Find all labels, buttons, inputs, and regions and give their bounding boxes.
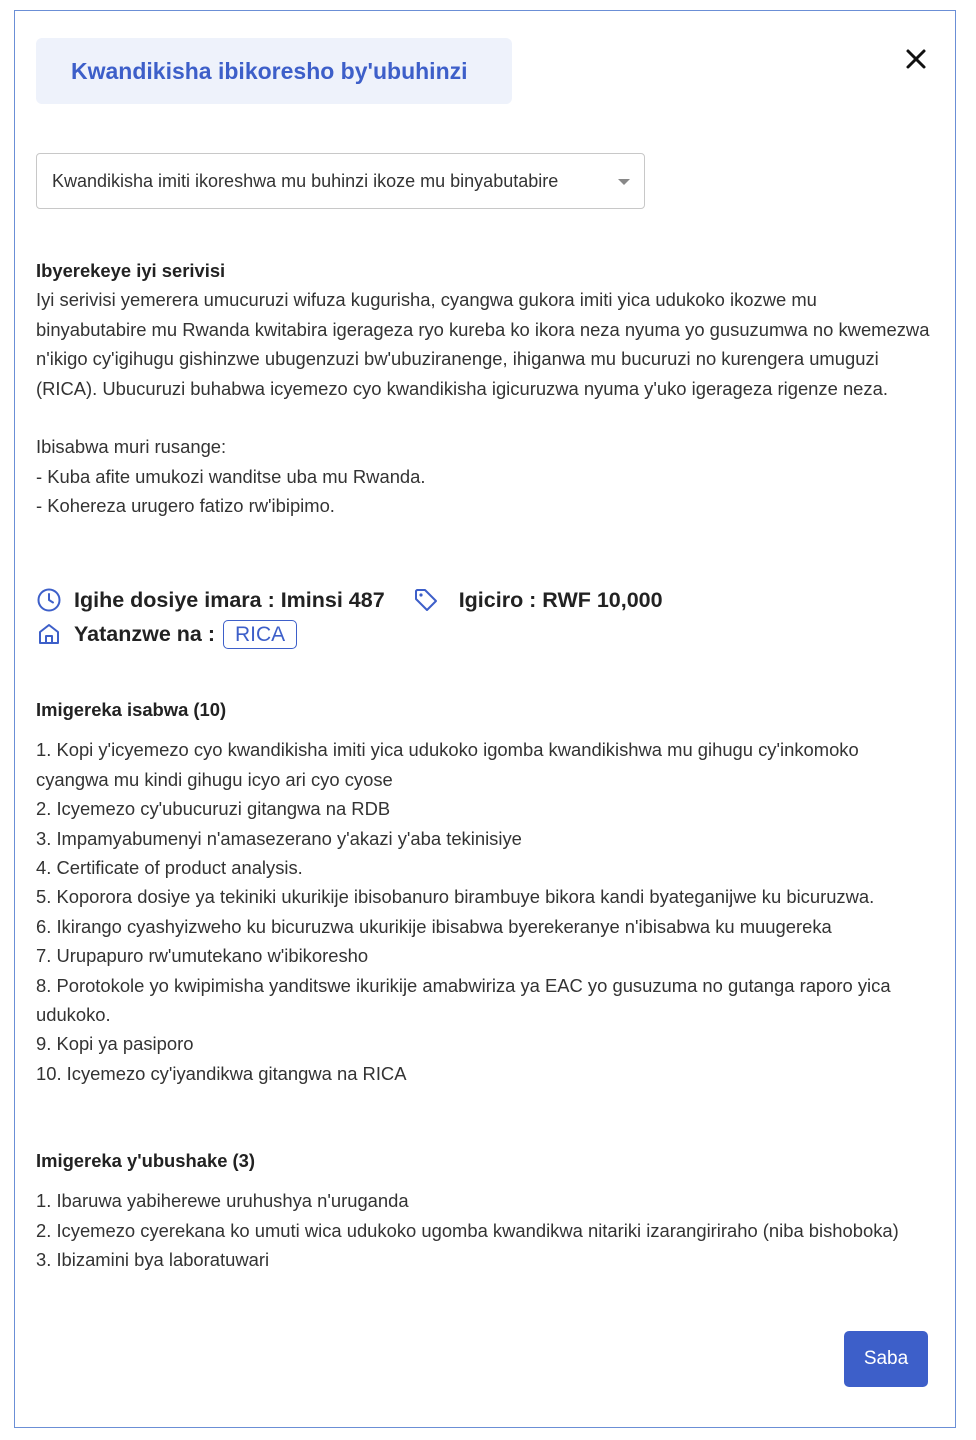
optional-documents (36, 1146, 931, 1275)
required-documents-list (36, 735, 931, 1088)
required-documents (36, 695, 931, 1088)
service-select[interactable] (36, 153, 645, 209)
close-icon (901, 44, 931, 74)
service-meta (36, 583, 931, 651)
optional-documents-heading: Imigereka y'ubushake (3) (36, 1150, 256, 1171)
list-item: 4. Certificate of product analysis. (36, 857, 303, 879)
service-description (36, 256, 931, 521)
list-item: 1. Kopi y'icyemezo cyo kwandikisha imiti yica udukoko igomba kwandikishwa mu gihugu cy'inkomoko cyangwa mu kindi gihugu icyo ari cyo cyose (36, 739, 859, 790)
optional-documents-list (36, 1186, 931, 1274)
provider-badge[interactable]: RICA (223, 620, 297, 649)
required-documents-heading: Imigereka isabwa (10) (36, 699, 227, 720)
description-body: Iyi serivisi yemerera umucuruzi wifuza kugurisha, cyangwa gukora imiti yica udukoko ikozwe mu binyabutabire mu Rwanda kwitabira igerageza ryo kureba ko ikora neza nyuma yo gusuzumwa no kwemezwa n'ikigo cy'igihugu gishinzwe ubugenzuzi bw'ubuziranenge, ihiganwa mu bucuruzi no kurengera umuguzi (RICA). Ubucuruzi buhabwa icyemezo cyo kwandikisha igicuruzwa nyuma y'uko igerageza rigenze neza. (36, 289, 930, 399)
list-item: 6. Ikirango cyashyizweho ku bicuruzwa ukurikije ibisabwa byerekeranye n'ibisabwa ku muugereka (36, 915, 832, 937)
home-icon (36, 621, 62, 647)
meta-row-duration-price (36, 583, 931, 617)
general-requirements-heading: Ibisabwa muri rusange: (36, 436, 227, 458)
apply-button[interactable]: Saba (844, 1331, 928, 1387)
provider-label: Yatanzwe na : (74, 621, 215, 646)
description-heading: Ibyerekeye iyi serivisi (36, 260, 226, 281)
list-item: 3. Ibizamini bya laboratuwari (36, 1249, 270, 1271)
close-button[interactable] (901, 44, 931, 74)
modal-title: Kwandikisha ibikoresho by'ubuhinzi (71, 57, 468, 84)
list-item: 10. Icyemezo cy'iyandikwa gitangwa na RICA (36, 1062, 407, 1084)
list-item: 9. Kopi ya pasiporo (36, 1033, 194, 1055)
service-select-value: Kwandikisha imiti ikoreshwa mu buhinzi ikoze mu binyabutabire (52, 170, 559, 191)
meta-row-provider (36, 617, 931, 651)
price-text: Igiciro : RWF 10,000 (458, 587, 663, 612)
tag-icon (413, 587, 439, 613)
clock-icon (36, 587, 62, 613)
list-item: 2. Icyemezo cy'ubucuruzi gitangwa na RDB (36, 798, 391, 820)
list-item: 7. Urupapuro rw'umutekano w'ibikoresho (36, 945, 369, 967)
general-requirement-item: - Kuba afite umukozi wanditse uba mu Rwanda. (36, 465, 426, 487)
general-requirement-item: - Kohereza urugero fatizo rw'ibipimo. (36, 495, 335, 517)
modal-title-box (36, 38, 512, 104)
list-item: 3. Impamyabumenyi n'amasezerano y'akazi y'aba tekinisiye (36, 827, 522, 849)
chevron-down-icon (618, 179, 630, 185)
list-item: 8. Porotokole yo kwipimisha yanditswe ikurikije amabwiriza ya EAC yo gusuzuma no gutanga raporo yica udukoko. (36, 974, 891, 1026)
service-modal (14, 10, 956, 1428)
duration-text: Igihe dosiye imara : Iminsi 487 (74, 587, 385, 612)
list-item: 2. Icyemezo cyerekana ko umuti wica udukoko ugomba kwandikwa nitariki izarangiriraho (niba bishoboka) (36, 1219, 899, 1241)
list-item: 1. Ibaruwa yabiherewe uruhushya n'uruganda (36, 1190, 409, 1212)
list-item: 5. Koporora dosiye ya tekiniki ukurikije ibisobanuro birambuye bikora kandi byateganijwe ku bicuruzwa. (36, 886, 875, 908)
